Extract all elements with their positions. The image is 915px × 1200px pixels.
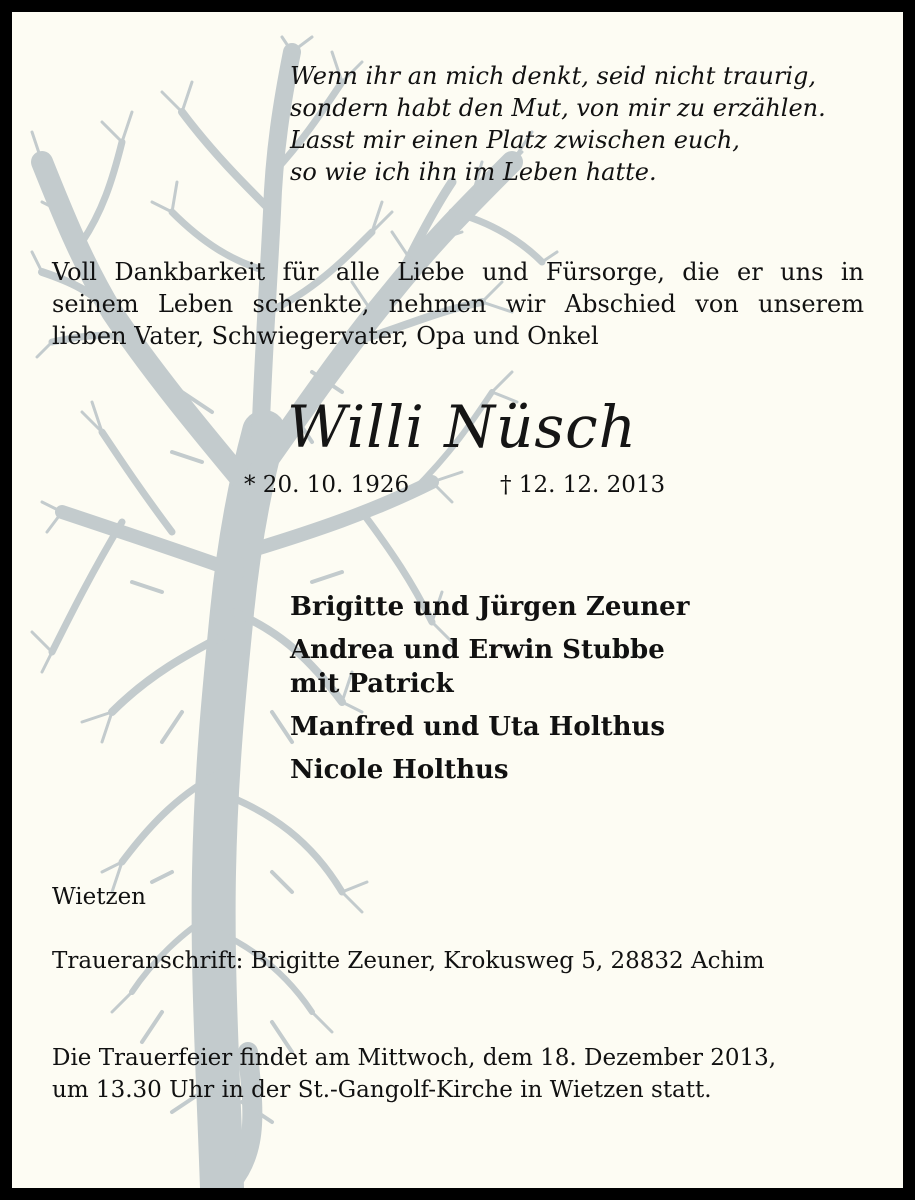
- family-member: Brigitte und Jürgen Zeuner: [290, 592, 690, 622]
- family-member: Andrea und Erwin Stubbe: [290, 635, 665, 665]
- poem-line: Wenn ihr an mich denkt, seid nicht traurig,: [290, 62, 817, 90]
- death-date: † 12. 12. 2013: [500, 472, 666, 498]
- family-member: Nicole Holthus: [290, 755, 509, 785]
- family-member: mit Patrick: [290, 669, 454, 699]
- intro-line: lieben Vater, Schwiegervater, Opa und Onkel: [52, 322, 599, 350]
- deceased-name: Willi Nüsch: [287, 393, 637, 461]
- service-line: Die Trauerfeier findet am Mittwoch, dem 18. Dezember 2013,: [52, 1045, 777, 1071]
- poem-line: so wie ich ihn im Leben hatte.: [290, 158, 657, 186]
- place: Wietzen: [52, 884, 146, 910]
- poem-line: Lasst mir einen Platz zwischen euch,: [290, 126, 740, 154]
- intro-line: Voll Dankbarkeit für alle Liebe und Fürsorge, die er uns in: [52, 258, 864, 286]
- family-list: [290, 590, 689, 796]
- family-member: Manfred und Uta Holthus: [290, 712, 666, 742]
- intro-paragraph: [52, 256, 864, 352]
- intro-line: seinem Leben schenkte, nehmen wir Abschied von unserem: [52, 290, 864, 318]
- poem: [290, 60, 880, 188]
- mourning-address: Traueranschrift: Brigitte Zeuner, Krokusweg 5, 28832 Achim: [52, 948, 765, 974]
- funeral-service-info: [52, 1042, 776, 1106]
- birth-date: * 20. 10. 1926: [244, 472, 410, 498]
- service-line: um 13.30 Uhr in der St.-Gangolf-Kirche in Wietzen statt.: [52, 1077, 712, 1103]
- poem-line: sondern habt den Mut, von mir zu erzählen.: [290, 94, 826, 122]
